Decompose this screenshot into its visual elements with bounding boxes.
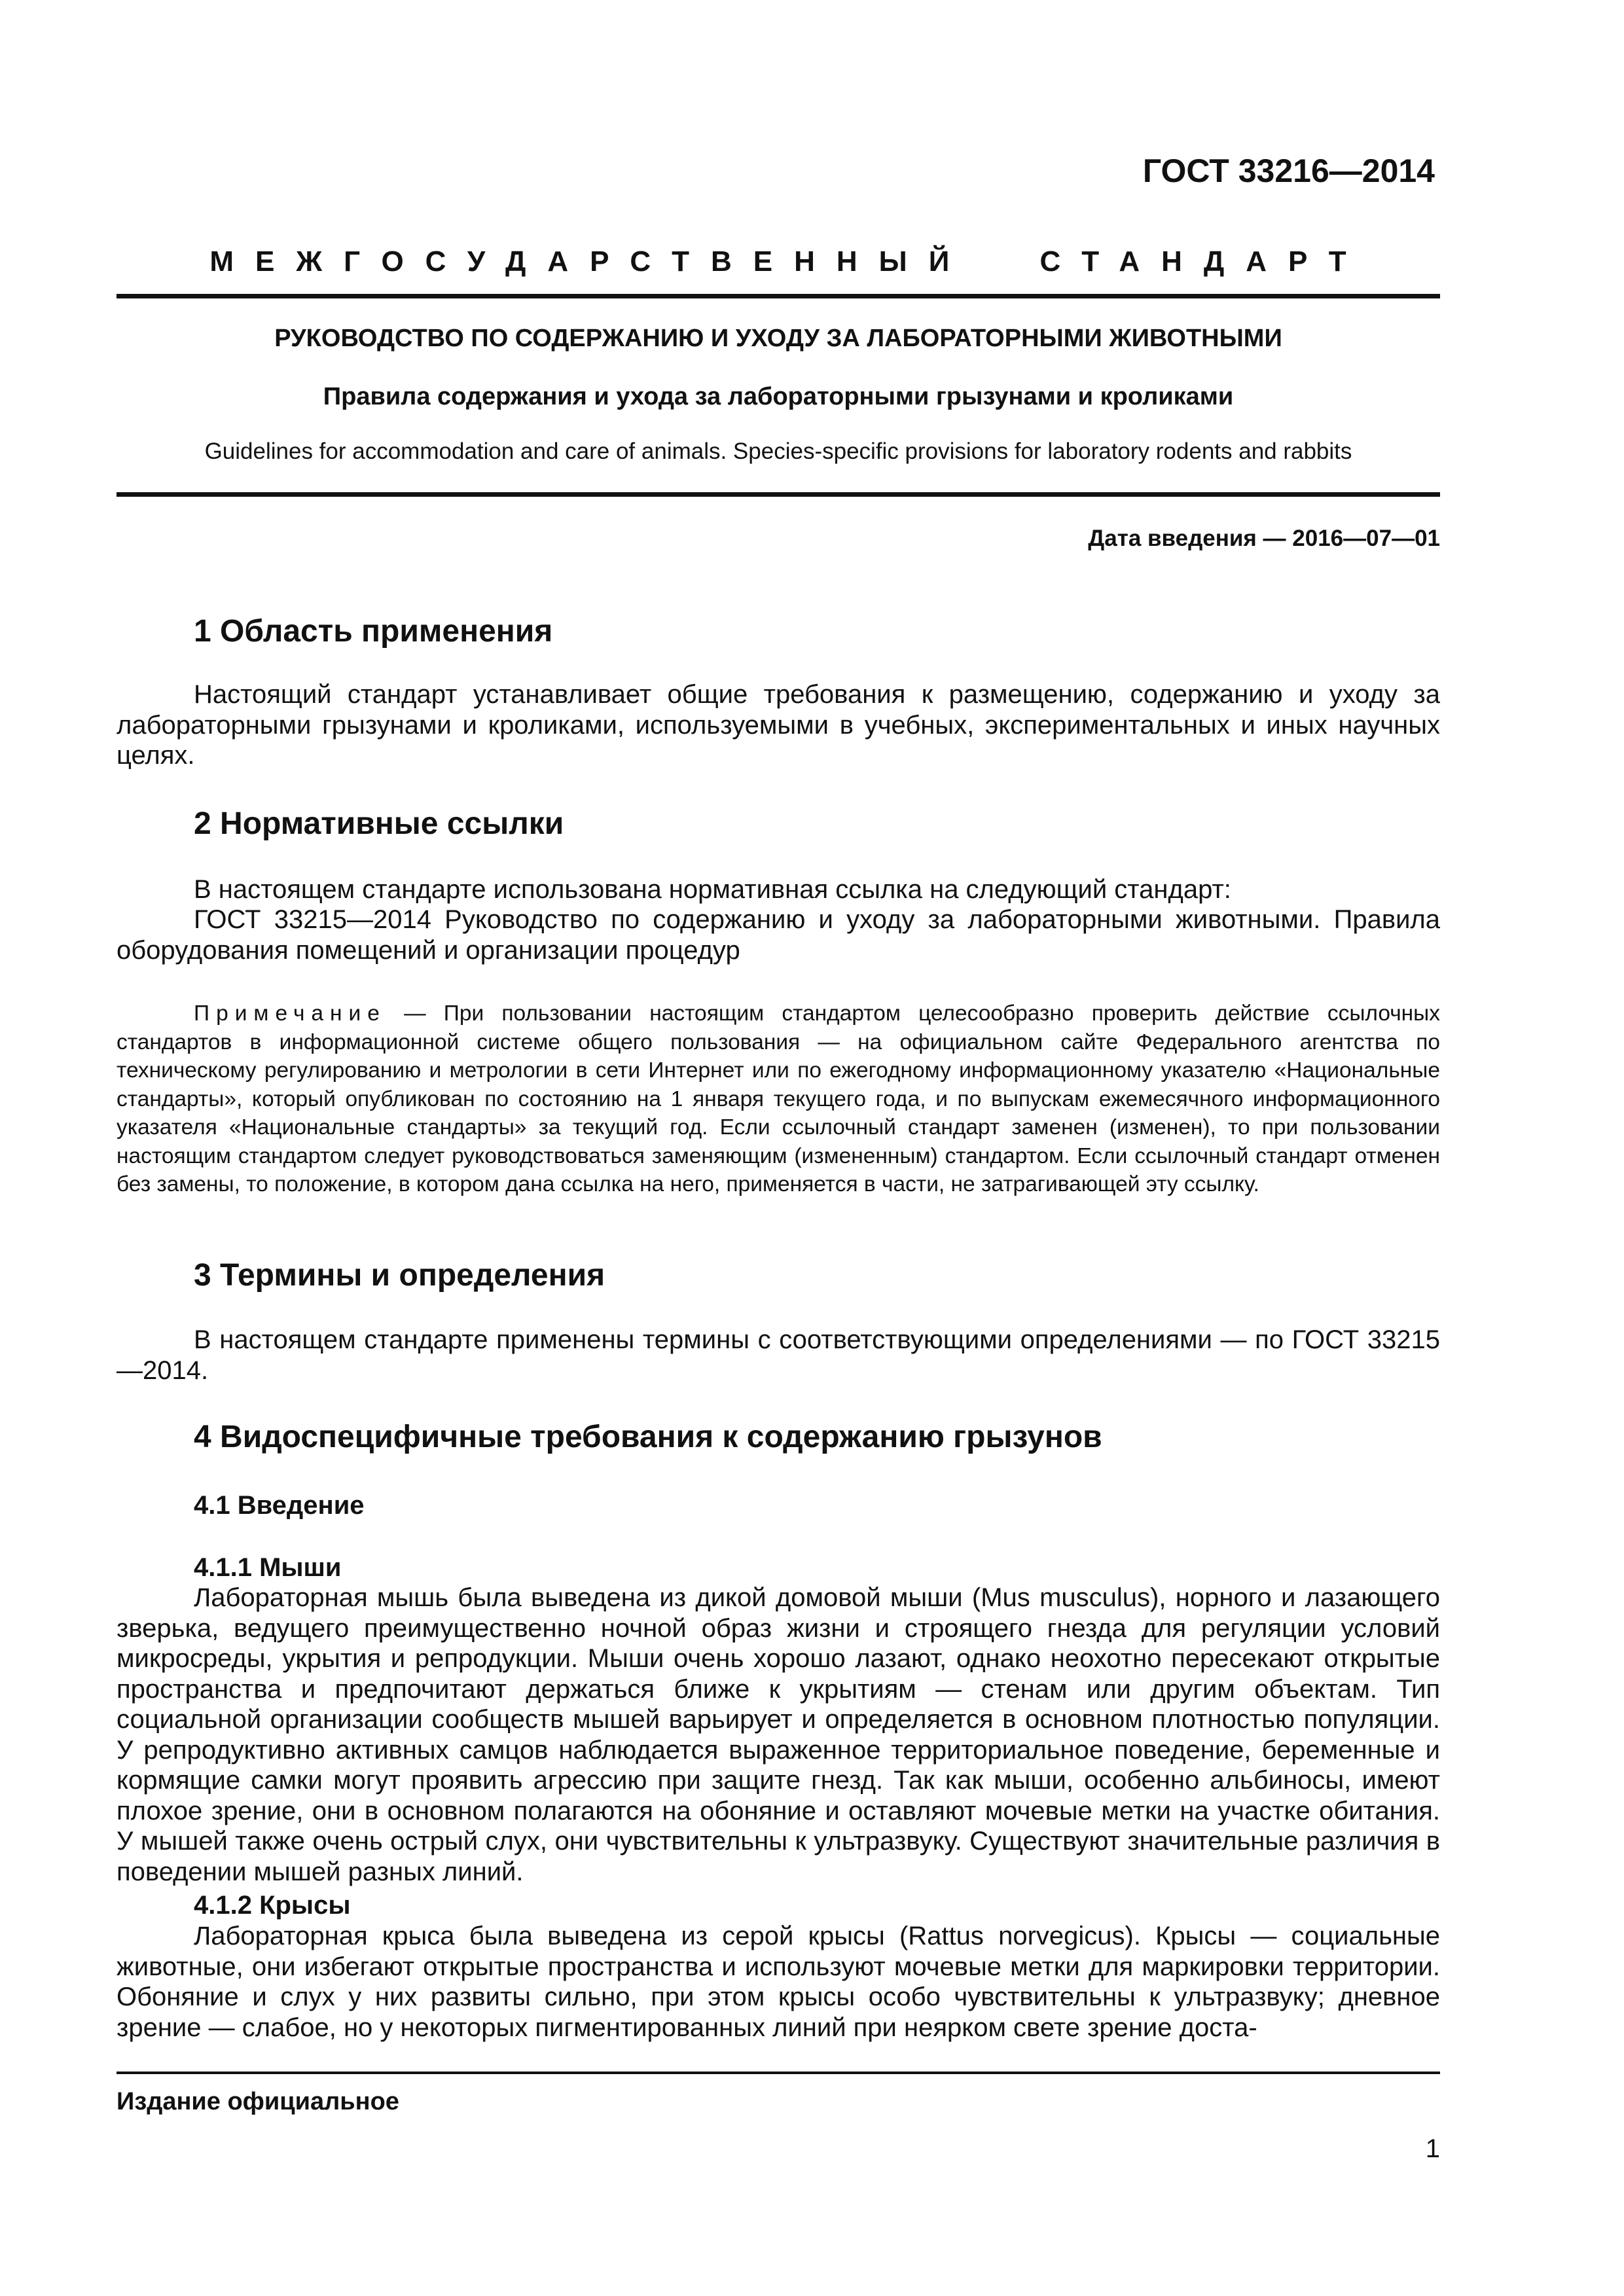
subsection-4-1-2-heading: 4.1.2 Крысы: [194, 1891, 351, 1920]
standard-banner: МЕЖГОСУДАРСТВЕННЫЙ СТАНДАРТ: [209, 245, 1368, 278]
document-code: ГОСТ 33216—2014: [1142, 152, 1435, 189]
section-2-note: [117, 999, 1440, 1199]
document-title: РУКОВОДСТВО ПО СОДЕРЖАНИЮ И УХОДУ ЗА ЛАБОРАТОРНЫМИ ЖИВОТНЫМИ: [274, 325, 1282, 352]
footer-rule: [117, 2072, 1440, 2074]
top-rule: [117, 294, 1440, 298]
english-title: Guidelines for accommodation and care of animals. Species-specific provisions for laboratory rodents and rabbits: [204, 439, 1352, 464]
title-bottom-rule: [117, 492, 1440, 497]
subsection-4-1-heading: 4.1 Введение: [194, 1491, 365, 1520]
page-number: 1: [1425, 2134, 1440, 2163]
section-2-reference: ГОСТ 33215—2014 Руководство по содержанию и уходу за лабораторными животными. Правила оборудования помещений и организации процедур: [117, 905, 1440, 965]
mice-text: Лабораторная мышь была выведена из дикой домовой мыши (Mus musculus), норного и лазающего зверька, ведущего преимущественно ночной образ жизни и строящего гнезда для регуляции условий микросреды, укрытия и репродукции. Мыши очень хорошо лазают, однако неохотно пересекают открытые пространства и предпочитают держаться ближе к укрытиям — стенам или другим объектам. Тип социальной организации сообществ мышей варьирует и определяется в основном плотностью популяции. У репродуктивно активных самцов наблюдается выраженное территориальное поведение, беременные и кормящие самки могут проявить агрессию при защите гнезд. Так как мыши, особенно альбиносы, имеют плохое зрение, они в основном полагаются на обоняние и оставляют мочевые метки на участке обитания. У мышей также очень острый слух, они чувствительны к ультразвуку. Существуют значительные различия в поведении мышей разных линий.: [117, 1583, 1440, 1886]
section-3-text: В настоящем стандарте применены термины с соответствующими определениями — по ГОСТ 33215—2014.: [117, 1325, 1440, 1385]
rats-text: Лабораторная крыса была выведена из серой крысы (Rattus norvegicus). Крысы — социальные животные, они избегают открытые пространства и используют мочевые метки для маркировки территории. Обоняние и слух у них развиты сильно, при этом крысы особо чувствительны к ультразвуку; дневное зрение — слабое, но у некоторых пигментированных линий при неярком свете зрение доста-: [117, 1922, 1440, 2042]
section-1-text: Настоящий стандарт устанавливает общие требования к размещению, содержанию и уходу за лабораторными грызунами и кроликами, используемыми в учебных, экспериментальных и иных научных целях.: [117, 680, 1440, 770]
section-4-heading: 4 Видоспецифичные требования к содержанию грызунов: [194, 1420, 1102, 1454]
edition-label: Издание официальное: [117, 2088, 399, 2115]
section-2-intro: В настоящем стандарте использована нормативная ссылка на следующий стандарт:: [194, 875, 1231, 904]
subsection-4-1-1-heading: 4.1.1 Мыши: [194, 1553, 342, 1582]
note-text: — При пользовании настоящим стандартом целесообразно проверить действие ссылочных стандартов в информационной системе общего пользования — на официальном сайте Федерального агентства по техническому регулированию и метрологии в сети Интернет или по ежегодному информационному указателю «Национальные стандарты», который опубликован по состоянию на 1 января текущего года, и по выпускам ежемесячного информационного указателя «Национальные стандарты» за текущий год. Если ссылочный стандарт заменен (изменен), то при пользовании настоящим стандартом следует руководствоваться заменяющим (измененным) стандартом. Если ссылочный стандарт отменен без замены, то положение, в котором дана ссылка на него, применяется в части, не затрагивающей эту ссылку.: [117, 1001, 1440, 1196]
document-subtitle: Правила содержания и ухода за лабораторными грызунами и кроликами: [323, 383, 1234, 410]
section-3-heading: 3 Термины и определения: [194, 1258, 605, 1293]
note-label: Примечание: [194, 1001, 386, 1026]
section-1-heading: 1 Область применения: [194, 614, 553, 649]
section-2-heading: 2 Нормативные ссылки: [194, 806, 564, 841]
introduction-date: Дата введения — 2016—07—01: [1088, 526, 1440, 551]
